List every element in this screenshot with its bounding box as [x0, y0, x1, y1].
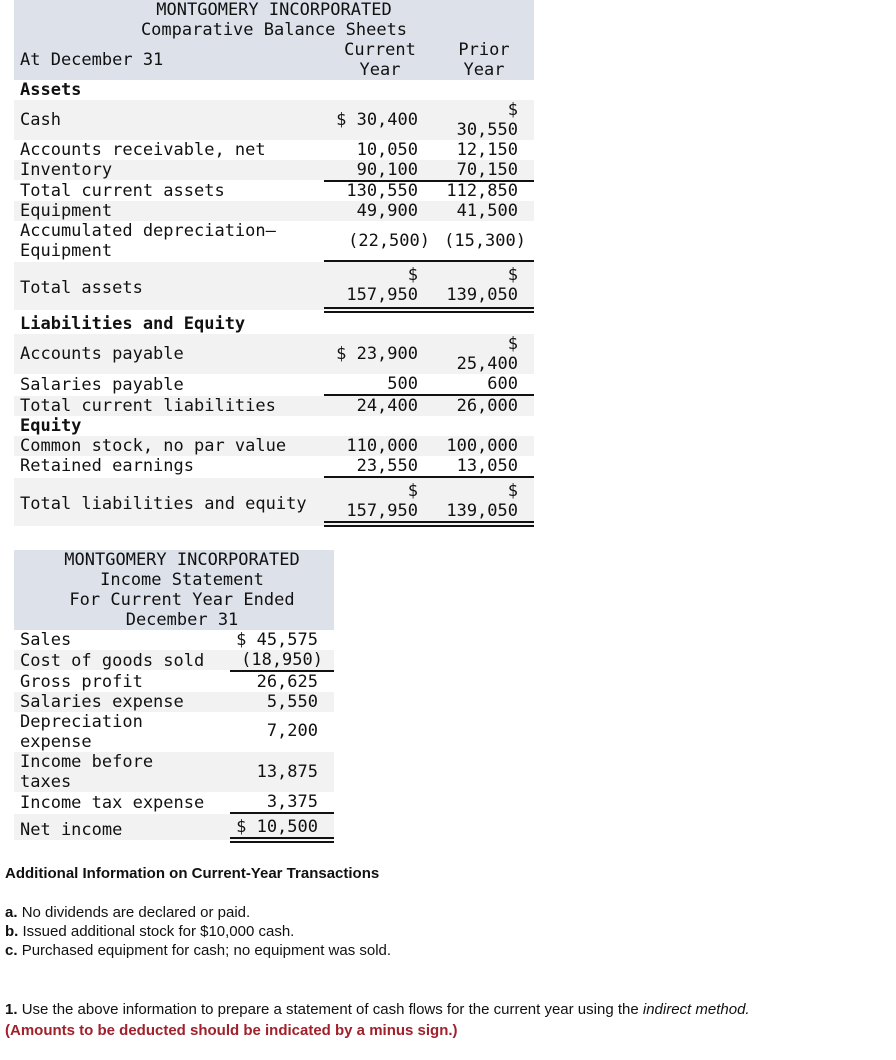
retained-earnings-current: 23,550: [356, 456, 418, 476]
salaries-expense-value: 5,550: [266, 692, 318, 712]
tca-current: 130,550: [346, 181, 418, 201]
depreciation-label-2: expense: [20, 732, 92, 752]
assets-heading: Assets: [20, 80, 82, 100]
sales-label: Sales: [20, 630, 72, 650]
ar-prior: 12,150: [456, 140, 518, 160]
question-instruction: (Amounts to be deducted should be indicated by a minus sign.): [5, 1022, 458, 1039]
net-income-value: $ 10,500: [236, 817, 318, 837]
depreciation-label-1: Depreciation: [20, 712, 143, 732]
ibt-label-2: taxes: [20, 772, 72, 792]
total-le-current: 157,950: [346, 501, 418, 521]
equipment-prior: 41,500: [456, 201, 518, 221]
company-name: MONTGOMERY INCORPORATED: [156, 0, 392, 20]
question-method: indirect method.: [642, 1001, 750, 1018]
total-le-prior: 139,050: [446, 501, 518, 521]
question-text: Use the above information to prepare a statement of cash flows for the current year using the: [21, 1001, 639, 1018]
retained-earnings-prior: 13,050: [456, 456, 518, 476]
double-underline: [324, 521, 534, 527]
equity-heading: Equity: [20, 416, 82, 436]
ar-label: Accounts receivable, net: [20, 140, 266, 160]
question: [5, 999, 750, 1020]
common-stock-label: Common stock, no par value: [20, 436, 287, 456]
total-le-current-symbol: $: [407, 481, 418, 501]
cash-current: $ 30,400: [336, 110, 418, 130]
tcl-prior: 26,000: [456, 396, 518, 416]
accum-dep-label-1: Accumulated depreciation—: [20, 221, 276, 241]
col-current-1: Current: [344, 40, 416, 60]
salaries-payable-current: 500: [387, 374, 418, 394]
item-letter: b.: [5, 923, 19, 940]
inventory-prior: 70,150: [456, 160, 518, 180]
salaries-payable-label: Salaries payable: [20, 375, 184, 395]
accum-dep-label-2: Equipment: [20, 241, 113, 261]
total-assets-prior: 139,050: [446, 285, 518, 305]
tcl-current: 24,400: [356, 396, 418, 416]
additional-item-a: [5, 903, 250, 922]
ap-current: $ 23,900: [336, 344, 418, 364]
total-le-prior-symbol: $: [507, 481, 518, 501]
total-assets-prior-symbol: $: [507, 265, 518, 285]
common-stock-current: 110,000: [346, 436, 418, 456]
additional-item-c: [5, 941, 391, 960]
accum-dep-prior: (15,300): [444, 231, 526, 251]
cash-label: Cash: [20, 110, 61, 130]
liabilities-heading: Liabilities and Equity: [20, 314, 246, 334]
common-stock-prior: 100,000: [446, 436, 518, 456]
accum-dep-current: (22,500): [348, 231, 430, 251]
col-current-2: Year: [359, 60, 401, 80]
gross-profit-value: 26,625: [256, 672, 318, 692]
cash-prior: 30,550: [456, 120, 518, 140]
salaries-expense-label: Salaries expense: [20, 692, 184, 712]
item-text: No dividends are declared or paid.: [21, 904, 251, 921]
item-text: Purchased equipment for cash; no equipment was sold.: [21, 942, 392, 959]
total-le-label: Total liabilities and equity: [20, 494, 307, 514]
date-label: At December 31: [20, 50, 164, 70]
tca-label: Total current assets: [20, 181, 225, 201]
ap-prior-symbol: $: [507, 334, 518, 354]
inventory-current: 90,100: [356, 160, 418, 180]
double-underline: [324, 307, 534, 313]
cogs-value: (18,950): [241, 650, 323, 670]
ap-label: Accounts payable: [20, 344, 184, 364]
inventory-label: Inventory: [20, 160, 113, 180]
salaries-payable-prior: 600: [487, 374, 518, 394]
is-period-1: For Current Year Ended: [69, 590, 295, 610]
equipment-current: 49,900: [356, 201, 418, 221]
depreciation-value: 7,200: [266, 721, 318, 741]
ibt-value: 13,875: [256, 762, 318, 782]
item-letter: a.: [5, 904, 18, 921]
net-income-label: Net income: [20, 820, 123, 840]
item-text: Issued additional stock for $10,000 cash.: [22, 923, 295, 940]
gross-profit-label: Gross profit: [20, 672, 143, 692]
item-letter: c.: [5, 942, 18, 959]
ap-prior: 25,400: [456, 354, 518, 374]
retained-earnings-label: Retained earnings: [20, 456, 194, 476]
question-number: 1.: [5, 1001, 18, 1018]
total-assets-current: 157,950: [346, 285, 418, 305]
tax-value: 3,375: [266, 792, 318, 812]
tcl-label: Total current liabilities: [20, 396, 276, 416]
total-assets-label: Total assets: [20, 278, 143, 298]
is-title: Income Statement: [100, 570, 264, 590]
balance-sheet-title: Comparative Balance Sheets: [140, 20, 408, 40]
ar-current: 10,050: [356, 140, 418, 160]
sales-value: $ 45,575: [236, 630, 318, 650]
equipment-label: Equipment: [20, 201, 113, 221]
col-prior-1: Prior: [458, 40, 510, 60]
is-company-name: MONTGOMERY INCORPORATED: [64, 550, 300, 570]
tax-label: Income tax expense: [20, 793, 205, 813]
double-underline: [230, 837, 334, 843]
additional-heading: Additional Information on Current-Year Transactions: [5, 865, 380, 882]
total-assets-current-symbol: $: [407, 265, 418, 285]
cogs-label: Cost of goods sold: [20, 651, 205, 671]
tca-prior: 112,850: [446, 181, 518, 201]
ibt-label-1: Income before: [20, 752, 154, 772]
is-period-2: December 31: [125, 610, 239, 630]
col-prior-2: Year: [463, 60, 505, 80]
cash-prior-symbol: $: [507, 100, 518, 120]
additional-item-b: [5, 922, 294, 941]
